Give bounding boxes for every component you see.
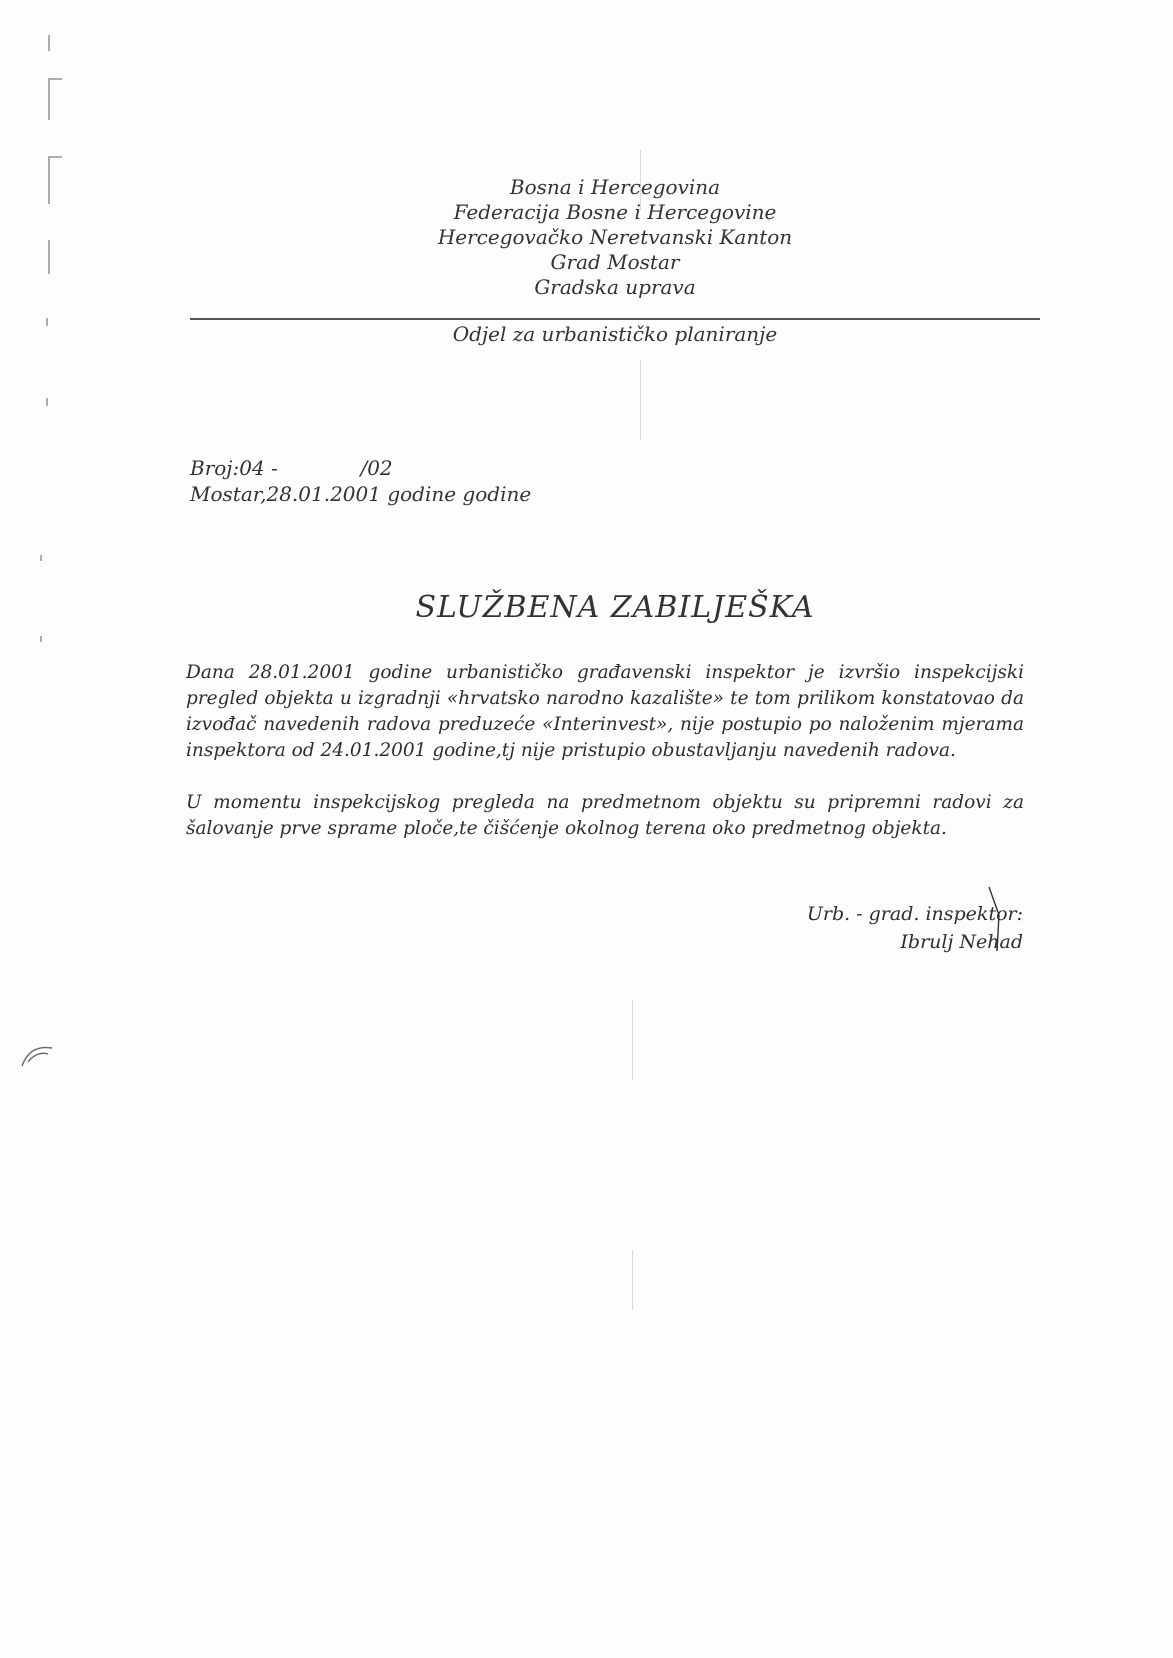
place-date: Mostar,28.01.2001 godine godine <box>190 482 532 506</box>
scribble-mark-icon <box>18 1040 58 1070</box>
document-body <box>186 660 1024 868</box>
letterhead-line: Gradska uprava <box>534 275 696 299</box>
body-paragraph: Dana 28.01.2001 godine urbanističko građavenski inspektor je izvršio inspekcijski pregled objekta u izgradnji «hrvatsko narodno kazalište» te tom prilikom konstatovao da izvođač navedenih radova preduzeće «Interinvest», nije postupio po naloženim mjerama inspektora od 24.01.2001 godine,tj nije pristupio obustavljanju navedenih radova. <box>186 662 1024 761</box>
document-title: SLUŽBENA ZABILJEŠKA <box>415 590 815 625</box>
letterhead <box>190 175 1040 300</box>
signatory-name: Ibrulj Nehad <box>900 931 1023 953</box>
reference-number: Broj:04 - /02 <box>190 456 393 480</box>
signatory-title: Urb. - grad. inspektor: <box>806 903 1023 925</box>
letterhead-line: Grad Mostar <box>550 250 680 274</box>
signature-stroke-icon <box>985 885 1015 955</box>
department-name: Odjel za urbanističko planiranje <box>452 322 778 346</box>
letterhead-divider <box>190 318 1040 320</box>
reference-block <box>190 455 531 507</box>
body-paragraph: U momentu inspekcijskog pregleda na predmetnom objektu su pripremni radovi za šalovanje prve sprame ploče,te čišćenje okolnog terena oko predmetnog objekta. <box>186 792 1024 839</box>
letterhead-line: Hercegovačko Neretvanski Kanton <box>437 225 793 249</box>
letterhead-line: Federacija Bosne i Hercegovine <box>453 200 777 224</box>
letterhead-line: Bosna i Hercegovina <box>509 175 721 199</box>
